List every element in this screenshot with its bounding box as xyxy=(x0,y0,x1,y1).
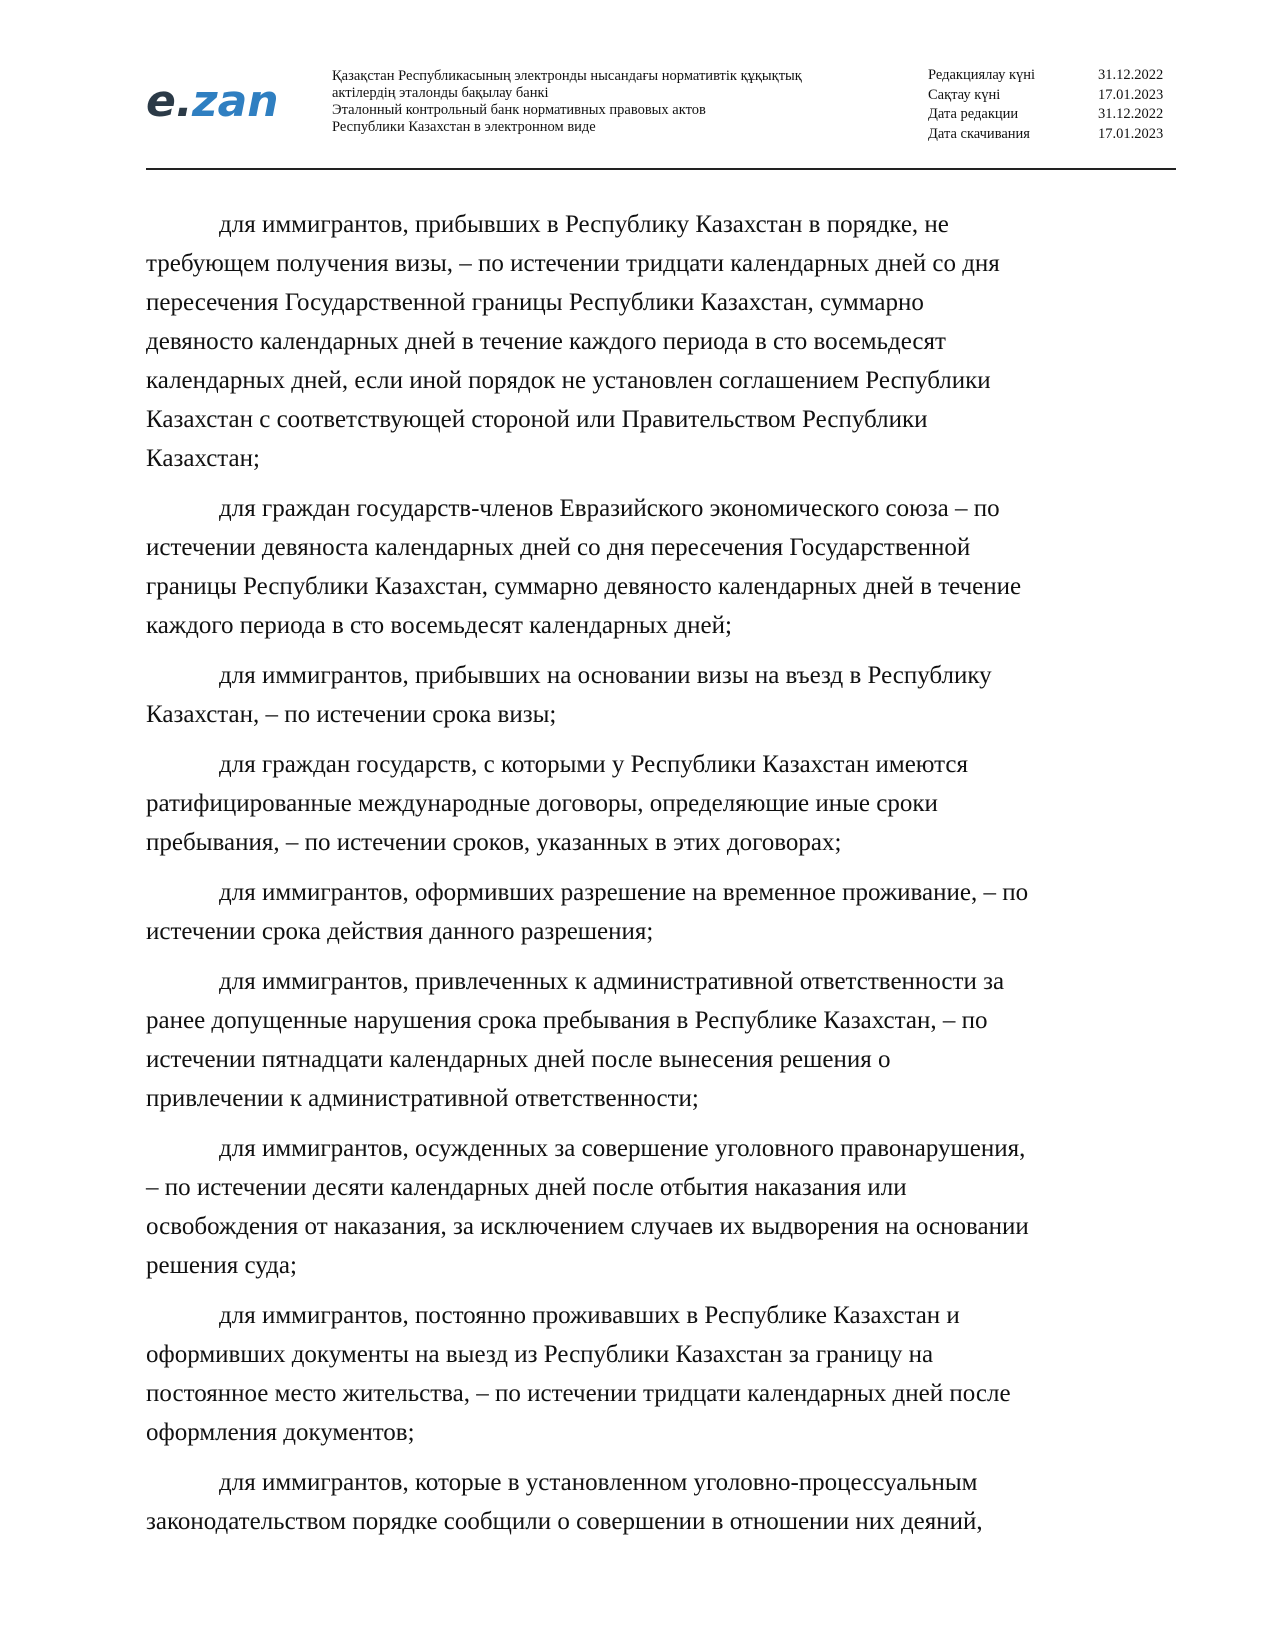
meta-value: 31.12.2022 xyxy=(1098,106,1164,122)
text-line: для иммигрантов, осужденных за совершение уголовного правонарушения, xyxy=(219,1135,1026,1162)
text-line: – по истечении десяти календарных дней после отбытия наказания или xyxy=(146,1174,907,1201)
meta-value: 17.01.2023 xyxy=(1098,125,1164,142)
bank-name xyxy=(332,68,892,136)
text-line: истечении пятнадцати календарных дней после вынесения решения о xyxy=(146,1046,891,1073)
text-line: оформления документов; xyxy=(146,1419,415,1446)
meta-label: Редакциялау күні xyxy=(928,67,1036,83)
meta-label: Сақтау күні xyxy=(928,86,1001,103)
document-header xyxy=(146,60,1176,170)
meta-value: 17.01.2023 xyxy=(1098,86,1164,103)
logo-zan: zan xyxy=(192,76,279,126)
text-line: истечении срока действия данного разрешения; xyxy=(146,918,654,945)
text-line: оформивших документы на выезд из Республики Казахстан за границу на xyxy=(146,1341,934,1368)
text-line: для иммигрантов, оформивших разрешение на временное проживание, – по xyxy=(219,879,1029,906)
meta-row-edit-date-kz xyxy=(928,66,1176,86)
text-line: привлечении к административной ответственности; xyxy=(146,1085,699,1112)
text-line: пребывания, – по истечении сроков, указанных в этих договорах; xyxy=(146,829,842,856)
text-line: законодательством порядке сообщили о совершении в отношении них деяний, xyxy=(146,1508,983,1535)
text-line: истечении девяноста календарных дней со дня пересечения Государственной xyxy=(146,534,971,561)
paragraph xyxy=(146,1296,1176,1452)
text-line: освобождения от наказания, за исключением случаев их выдворения на основании xyxy=(146,1213,1029,1240)
text-line: каждого периода в сто восемьдесят календарных дней; xyxy=(146,612,732,639)
ezan-logo xyxy=(146,76,296,126)
text-line: границы Республики Казахстан, суммарно девяносто календарных дней в течение xyxy=(146,573,1022,600)
text-line: требующем получения визы, – по истечении тридцати календарных дней со дня xyxy=(146,250,1000,277)
bank-name-line: Республики Казахстан в электронном виде xyxy=(332,119,596,135)
bank-name-line: Қазақстан Республикасының электронды нысандағы нормативтік құқықтық xyxy=(332,68,802,84)
paragraph xyxy=(146,489,1176,645)
paragraph xyxy=(146,656,1176,734)
paragraph xyxy=(146,1463,1176,1541)
text-line: для граждан государств-членов Евразийского экономического союза – по xyxy=(219,495,1000,522)
ezan-logo-icon xyxy=(146,76,296,126)
text-line: ратифицированные международные договоры, определяющие иные сроки xyxy=(146,790,938,817)
meta-label: Дата редакции xyxy=(928,106,1019,122)
paragraph xyxy=(146,745,1176,862)
bank-name-line: актілердің эталонды бақылау банкі xyxy=(332,85,549,101)
paragraph xyxy=(146,873,1176,951)
text-line: календарных дней, если иной порядок не установлен соглашением Республики xyxy=(146,367,991,394)
text-line: постоянное место жительства, – по истечении тридцати календарных дней после xyxy=(146,1380,1011,1407)
text-line: Казахстан с соответствующей стороной или Правительством Республики xyxy=(146,406,928,433)
meta-label: Дата скачивания xyxy=(928,125,1030,142)
bank-name-line: Эталонный контрольный банк нормативных правовых актов xyxy=(332,102,706,118)
text-line: для иммигрантов, которые в установленном уголовно-процессуальным xyxy=(219,1469,978,1496)
paragraph xyxy=(146,1129,1176,1285)
text-line: ранее допущенные нарушения срока пребывания в Республике Казахстан, – по xyxy=(146,1007,988,1034)
text-line: для граждан государств, с которыми у Республики Казахстан имеются xyxy=(219,751,968,778)
text-line: решения суда; xyxy=(146,1252,297,1279)
document-body xyxy=(146,205,1176,1552)
text-line: Казахстан, – по истечении срока визы; xyxy=(146,701,557,728)
paragraph xyxy=(146,962,1176,1118)
text-line: Казахстан; xyxy=(146,445,260,472)
header-divider xyxy=(146,168,1176,170)
text-line: для иммигрантов, прибывших в Республику Казахстан в порядке, не xyxy=(219,211,949,238)
logo-e: e. xyxy=(146,76,193,126)
text-line: для иммигрантов, постоянно проживавших в Республике Казахстан и xyxy=(219,1302,960,1329)
text-line: для иммигрантов, прибывших на основании визы на въезд в Республику xyxy=(219,662,992,689)
meta-row-edit-date-ru xyxy=(928,105,1176,125)
meta-row-save-date-kz xyxy=(928,86,1176,106)
text-line: пересечения Государственной границы Республики Казахстан, суммарно xyxy=(146,289,924,316)
text-line: для иммигрантов, привлеченных к административной ответственности за xyxy=(219,968,1005,995)
meta-value: 31.12.2022 xyxy=(1098,67,1164,83)
text-line: девяносто календарных дней в течение каждого периода в сто восемьдесят xyxy=(146,328,946,355)
paragraph xyxy=(146,205,1176,478)
document-dates xyxy=(928,66,1176,144)
meta-row-download-date-ru xyxy=(928,125,1176,145)
